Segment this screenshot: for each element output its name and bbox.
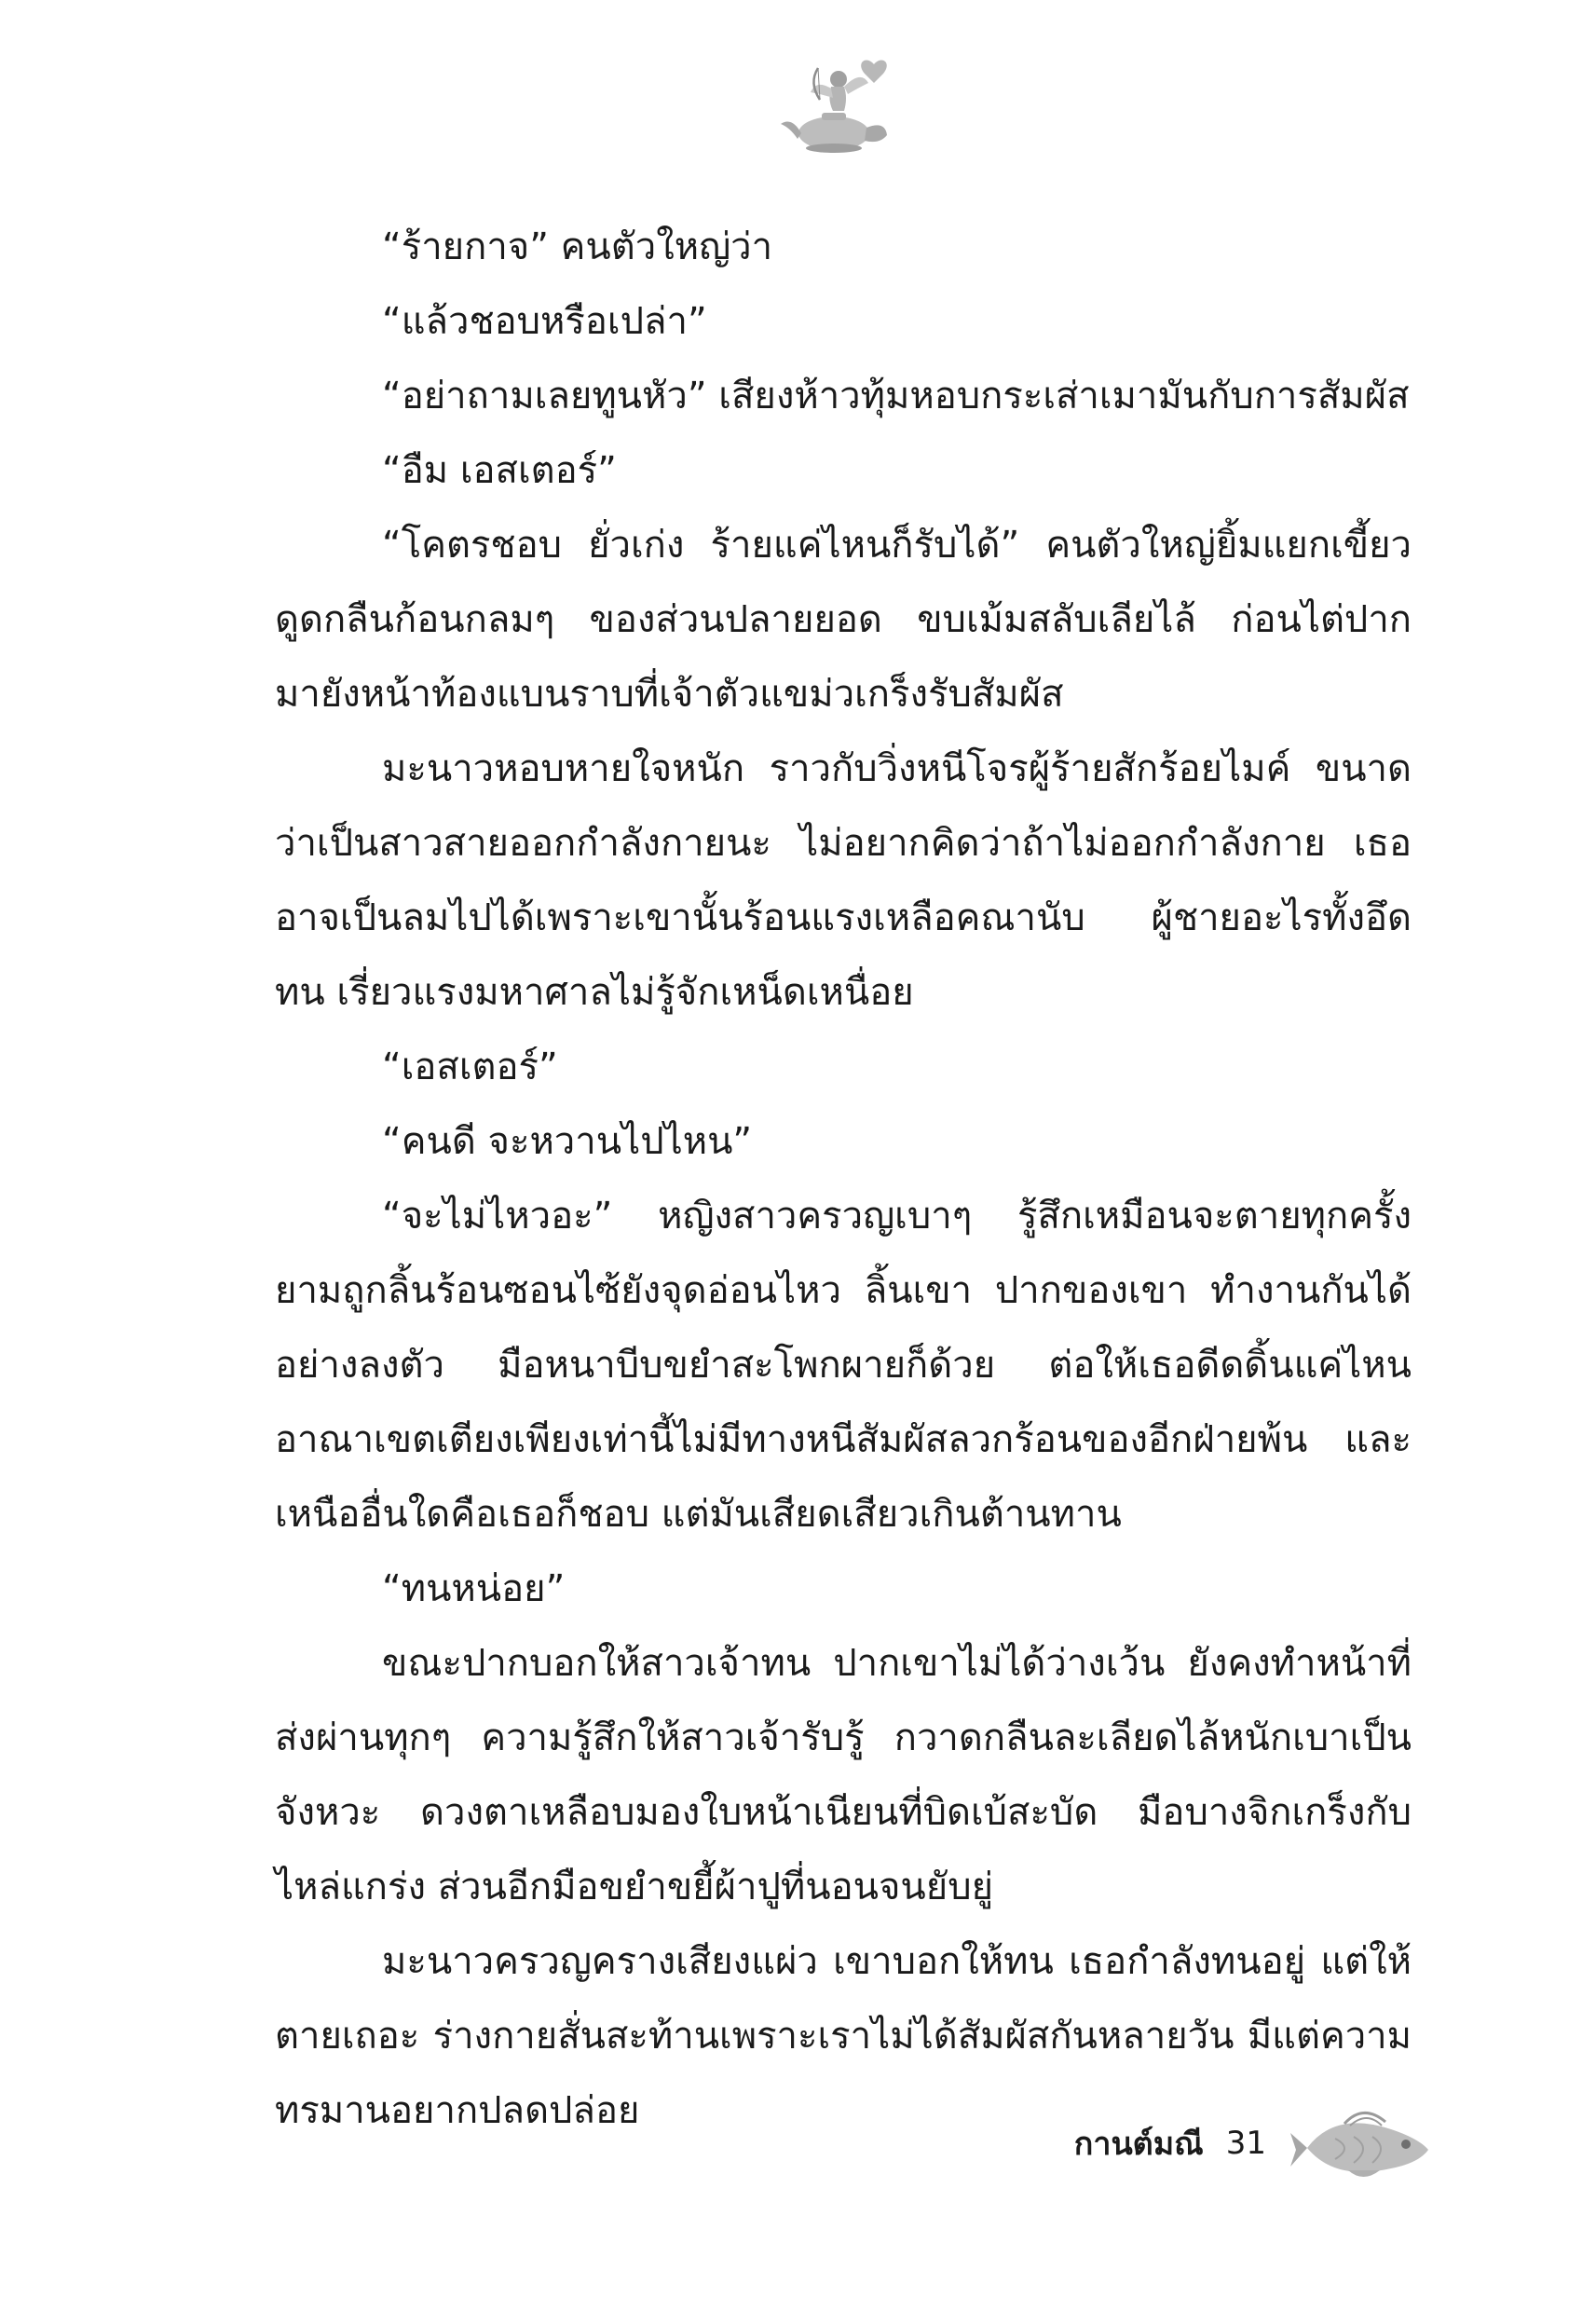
page-body <box>275 210 1412 2148</box>
paragraph: “คนดี จะหวานไปไหน” <box>382 1120 753 1163</box>
paragraph: “โคตรชอบ ยั่วเก่ง ร้ายแค่ไหนก็รับได้” คนตัวใหญ่ยิ้มแยกเขี้ยว ดูดกลืนก้อนกลมๆ ของส่วนปลายยอด ขบเม้มสลับเลียไล้ ก่อนไต่ปากมายังหน้าท้องแบนราบที่เจ้าตัวแขม่วเกร็งรับสัมผัส <box>275 524 1412 716</box>
paragraph: “แล้วชอบหรือเปล่า” <box>382 300 707 343</box>
paragraph: ขณะปากบอกให้สาวเจ้าทน ปากเขาไม่ได้ว่างเว้น ยังคงทำหน้าที่ส่งผ่านทุกๆ ความรู้สึกให้สาวเจ้ารับรู้ กวาดกลืนละเลียดไล้หนักเบาเป็นจังหวะ ดวงตาเหลือบมองใบหน้าเนียนที่บิดเบ้สะบัด มือบางจิกเกร็งกับไหล่แกร่ง ส่วนอีกมือขยำขยี้ผ้าปูที่นอนจนยับยู่ <box>275 1642 1412 1908</box>
page-footer <box>1074 2101 1438 2185</box>
fish-ornament-icon <box>1289 2101 1438 2185</box>
page-number: 31 <box>1225 2125 1266 2162</box>
cupid-teapot-ornament-icon <box>764 51 904 163</box>
paragraph: มะนาวหอบหายใจหนัก ราวกับวิ่งหนีโจรผู้ร้ายสักร้อยไมค์ ขนาดว่าเป็นสาวสายออกกำลังกายนะ ไม่อยากคิดว่าถ้าไม่ออกกำลังกาย เธออาจเป็นลมไปได้เพราะเขานั้นร้อนแรงเหลือคณานับ ผู้ชายอะไรทั้งอึด ทน เรี่ยวแรงมหาศาลไม่รู้จักเหน็ดเหนื่อย <box>275 747 1412 1014</box>
paragraph: “จะไม่ไหวอะ” หญิงสาวครวญเบาๆ รู้สึกเหมือนจะตายทุกครั้ง ยามถูกลิ้นร้อนซอนไซ้ยังจุดอ่อนไหว ลิ้นเขา ปากของเขา ทำงานกันได้อย่างลงตัว มือหนาบีบขยำสะโพกผายก็ด้วย ต่อให้เธอดีดดิ้นแค่ไหน อาณาเขตเตียงเพียงเท่านี้ไม่มีทางหนีสัมผัสลวกร้อนของอีกฝ่ายพ้น และเหนืออื่นใดคือเธอก็ชอบ แต่มันเสียดเสียวเกินต้านทาน <box>275 1195 1412 1536</box>
paragraph: “ร้ายกาจ” คนตัวใหญ่ว่า <box>382 226 773 268</box>
paragraph: มะนาวครวญครางเสียงแผ่ว เขาบอกให้ทน เธอกำลังทนอยู่ แต่ให้ตายเถอะ ร่างกายสั่นสะท้านเพราะเราไม่ได้สัมผัสกันหลายวัน มีแต่ความทรมานอยากปลดปล่อย <box>275 1940 1412 2132</box>
author-name: กานต์มณี <box>1073 2126 1204 2163</box>
paragraph: “อืม เอสเตอร์” <box>382 449 617 492</box>
paragraph: “เอสเตอร์” <box>382 1046 558 1088</box>
paragraph: “ทนหน่อย” <box>382 1567 566 1610</box>
paragraph: “อย่าถามเลยทูนหัว” เสียงห้าวทุ้มหอบกระเส่าเมามันกับการสัมผัส <box>382 375 1410 417</box>
